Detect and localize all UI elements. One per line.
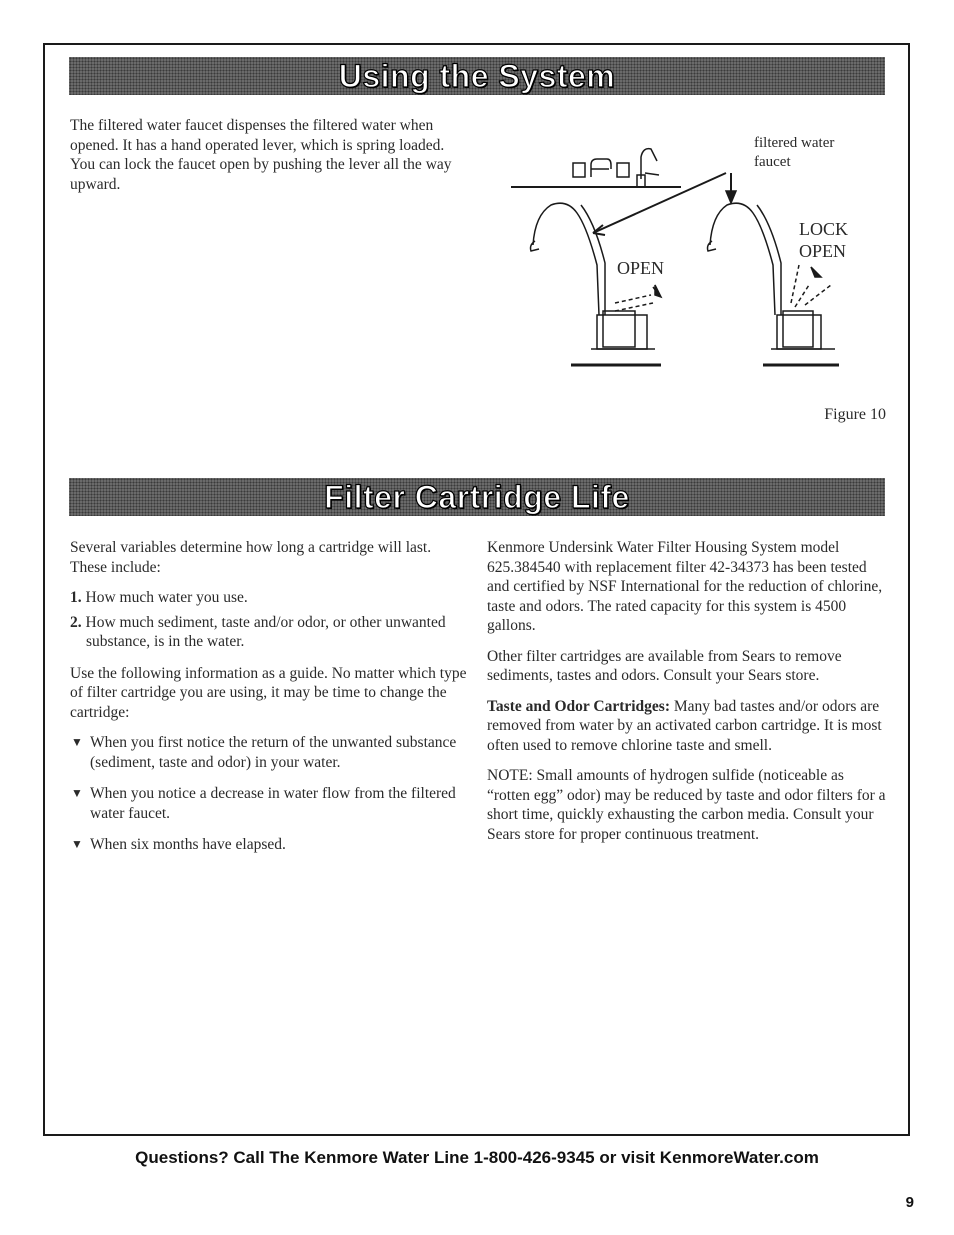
list-number: 1. [70, 589, 82, 606]
label-lock: LOCK [799, 219, 848, 239]
page-number: 9 [905, 1194, 914, 1211]
section-title-filter: Filter Cartridge Life [324, 478, 630, 515]
taste-odor-text: Many bad tastes and/or odors are removed from water by an activated carbon cartridge. It is most often used to remove chlorine taste and smell. [487, 697, 882, 754]
triangle-bullet-icon: ▼ [71, 837, 83, 851]
faucet-diagram [505, 135, 905, 375]
bullet-item [70, 784, 468, 823]
note-lead: NOTE: [487, 767, 533, 784]
list-item [70, 588, 468, 608]
bullet-text: When you first notice the return of the unwanted substance (sediment, taste and odor) in your water. [90, 734, 457, 771]
right-column [487, 538, 887, 855]
sink-icon [511, 149, 681, 187]
right-paragraph-4 [487, 766, 887, 844]
using-intro-paragraph: The filtered water faucet dispenses the filtered water when opened. It has a hand operated lever, which is spring loaded. You can lock the faucet open by pushing the lever all the way upward. [70, 117, 452, 193]
right-paragraph-3 [487, 697, 887, 756]
using-the-system-banner [69, 57, 885, 95]
bullet-text: When six months have elapsed. [90, 836, 286, 853]
bullet-text: When you notice a decrease in water flow from the filtered water faucet. [90, 785, 456, 822]
right-paragraph-1: Kenmore Undersink Water Filter Housing System model 625.384540 with replacement filter 42-34373 has been tested and certified by NSF International for the reduction of chlorine, taste and odors. The rated capacity for this system is 4500 gallons. [487, 539, 883, 634]
label-faucet: faucet [754, 154, 791, 170]
list-item [70, 613, 468, 652]
label-filtered-water: filtered water [754, 135, 835, 151]
label-lock-open: OPEN [799, 241, 847, 261]
right-paragraph-2: Other filter cartridges are available from Sears to remove sediments, tastes and odors. Consult your Sears store. [487, 647, 842, 684]
bullet-item [70, 835, 468, 855]
triangle-bullet-icon: ▼ [71, 735, 83, 749]
bullet-item [70, 733, 468, 772]
label-open: OPEN [617, 258, 665, 278]
pointer-arrow-icon [593, 173, 736, 235]
section-title-using: Using the System [338, 57, 616, 94]
list-text: How much water you use. [85, 589, 248, 606]
note-text: Small amounts of hydrogen sulfide (noticeable as “rotten egg” odor) may be reduced by taste and odor filters for a short time, quickly exhausting the carbon media. Consult your Sears store for proper continuous treatment. [487, 767, 886, 843]
list-text: How much sediment, taste and/or odor, or other unwanted substance, is in the water. [85, 613, 446, 650]
triangle-bullet-icon: ▼ [71, 786, 83, 800]
list-number: 2. [70, 613, 82, 631]
figure-caption: Figure 10 [824, 406, 886, 423]
filter-cartridge-life-banner [69, 478, 885, 516]
footer-contact-line: Questions? Call The Kenmore Water Line 1-800-426-9345 or visit KenmoreWater.com [135, 1148, 819, 1167]
left-paragraph-1: Several variables determine how long a cartridge will last. These include: [70, 539, 432, 576]
left-column [70, 538, 468, 867]
faucet-open-icon [531, 203, 665, 365]
taste-odor-lead: Taste and Odor Cartridges: [487, 697, 670, 715]
left-paragraph-2: Use the following information as a guide. No matter which type of filter cartridge you are using, it may be time to change the cartridge: [70, 664, 467, 721]
